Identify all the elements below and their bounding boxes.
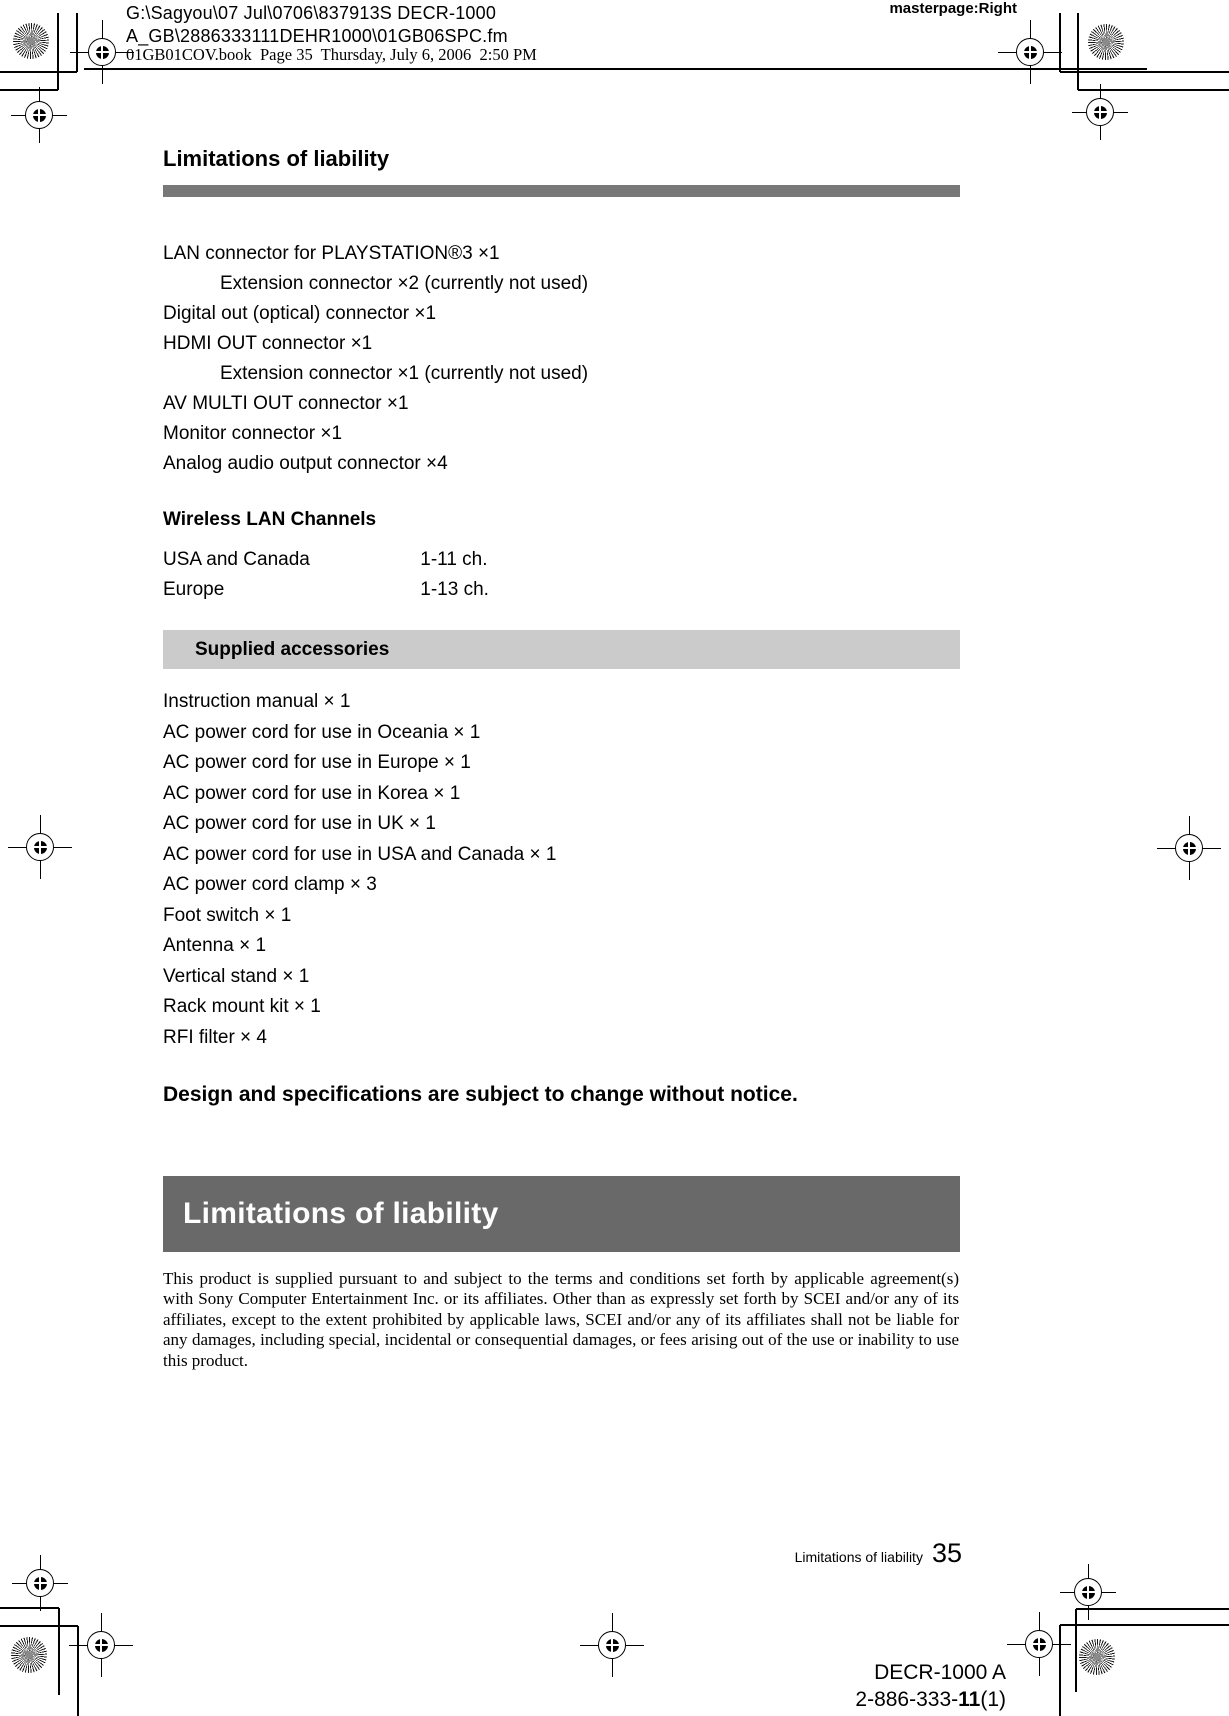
header-masterpage-label: masterpage:Right — [889, 0, 1017, 17]
crop-mark — [57, 13, 59, 90]
list-item: Foot switch × 1 — [163, 904, 292, 926]
crop-mark — [1060, 71, 1229, 73]
header-file-path-line2: A_GB\2886333111DEHR1000\01GB06SPC.fm — [126, 26, 508, 46]
accessories-list — [163, 687, 556, 1053]
list-item: AC power cord for use in USA and Canada × 1 — [163, 843, 557, 865]
liability-banner-title: Limitations of liability — [183, 1197, 499, 1230]
crop-mark — [0, 89, 58, 91]
change-notice: Design and specifications are subject to change without notice. — [163, 1083, 798, 1106]
list-item: AV MULTI OUT connector ×1 — [163, 393, 409, 414]
accessories-heading: Supplied accessories — [195, 639, 390, 660]
list-item: Digital out (optical) connector ×1 — [163, 303, 437, 324]
list-item: Extension connector ×1 (currently not used) — [220, 363, 589, 384]
list-item: Monitor connector ×1 — [163, 423, 343, 444]
crop-mark — [1076, 1608, 1229, 1610]
part-number-suffix: (1) — [980, 1688, 1006, 1711]
list-item: AC power cord for use in UK × 1 — [163, 813, 436, 834]
part-number-revision: 11 — [958, 1688, 981, 1711]
table-row — [163, 575, 489, 605]
footer-section-label: Limitations of liability — [794, 1549, 923, 1565]
wireless-region: USA and Canada — [163, 549, 310, 570]
registration-target-icon — [8, 815, 72, 879]
list-item: AC power cord for use in Oceania × 1 — [163, 721, 481, 743]
wireless-channels: 1-11 ch. — [420, 549, 488, 570]
list-item: RFI filter × 4 — [163, 1026, 267, 1048]
registration-target-icon — [1157, 816, 1221, 880]
document-id-block — [855, 1659, 1006, 1713]
list-item: Analog audio output connector ×4 — [163, 453, 448, 474]
registration-starburst-icon — [1088, 24, 1124, 60]
list-item: AC power cord clamp × 3 — [163, 874, 377, 895]
crop-mark — [76, 13, 78, 72]
crop-mark — [1075, 1609, 1077, 1692]
crop-mark — [0, 1625, 78, 1627]
table-row — [163, 545, 488, 575]
list-item: AC power cord for use in Korea × 1 — [163, 782, 461, 804]
registration-target-icon — [580, 1613, 644, 1677]
page-footer — [795, 1538, 962, 1569]
list-item: Antenna × 1 — [163, 935, 267, 956]
registration-target-icon — [70, 20, 134, 84]
accessories-heading-band — [163, 630, 960, 669]
header-file-path-line1: G:\Sagyou\07 Jul\0706\837913S DECR-1000 — [126, 3, 497, 23]
registration-target-icon — [12, 1555, 68, 1611]
list-item: HDMI OUT connector ×1 — [163, 333, 373, 354]
crop-mark — [0, 71, 77, 73]
list-item: Instruction manual × 1 — [163, 691, 351, 712]
wireless-channels: 1-13 ch. — [420, 579, 489, 600]
registration-starburst-icon — [11, 1637, 47, 1673]
header-file-path — [126, 2, 508, 48]
crop-mark — [1060, 1624, 1229, 1626]
wireless-lan-heading: Wireless LAN Channels — [163, 509, 377, 530]
list-item: LAN connector for PLAYSTATION®3 ×1 — [163, 243, 500, 264]
crop-mark — [58, 1608, 60, 1695]
crop-mark — [77, 1626, 79, 1716]
header-book-line: 01GB01COV.book Page 35 Thursday, July 6, 2006 2:50 PM — [126, 45, 537, 64]
footer-page-number: 35 — [931, 1538, 962, 1568]
crop-mark — [1078, 89, 1229, 91]
crop-mark — [1077, 13, 1079, 90]
registration-target-icon — [1007, 1612, 1071, 1676]
crop-mark — [0, 1607, 59, 1609]
registration-target-icon — [998, 20, 1062, 84]
registration-target-icon — [1060, 1564, 1116, 1620]
list-item: Rack mount kit × 1 — [163, 996, 321, 1017]
liability-paragraph: This product is supplied pursuant to and subject to the terms and conditions set forth by applicable agreement(s) with Sony Computer Entertainment Inc. or its affiliates. Other than as expressly set forth by SCEI and/or any of its affiliates, except to the extent prohibited by applicable laws, SCEI and/or any of its affiliates shall not be liable for any damages, including special, incidental or consequential damages, or fees arising out of the use or inability to use this product. — [163, 1269, 959, 1370]
list-item: AC power cord for use in Europe × 1 — [163, 752, 471, 773]
wireless-region: Europe — [163, 579, 225, 600]
list-item: Vertical stand × 1 — [163, 965, 310, 987]
connector-list — [163, 239, 588, 479]
header-rule — [84, 68, 1147, 70]
part-number-prefix: 2-886-333- — [855, 1688, 959, 1711]
liability-banner — [163, 1176, 960, 1252]
crop-mark — [1059, 1625, 1061, 1716]
section-title-divider — [163, 185, 960, 197]
crop-mark — [1059, 13, 1061, 72]
registration-target-icon — [1072, 84, 1128, 140]
registration-starburst-icon — [1079, 1639, 1115, 1675]
model-number: DECR-1000 A — [874, 1661, 1006, 1684]
registration-starburst-icon — [13, 23, 49, 59]
list-item: Extension connector ×2 (currently not used) — [220, 273, 589, 294]
section-title: Limitations of liability — [163, 146, 390, 171]
registration-target-icon — [11, 87, 67, 143]
part-number — [855, 1686, 1006, 1713]
